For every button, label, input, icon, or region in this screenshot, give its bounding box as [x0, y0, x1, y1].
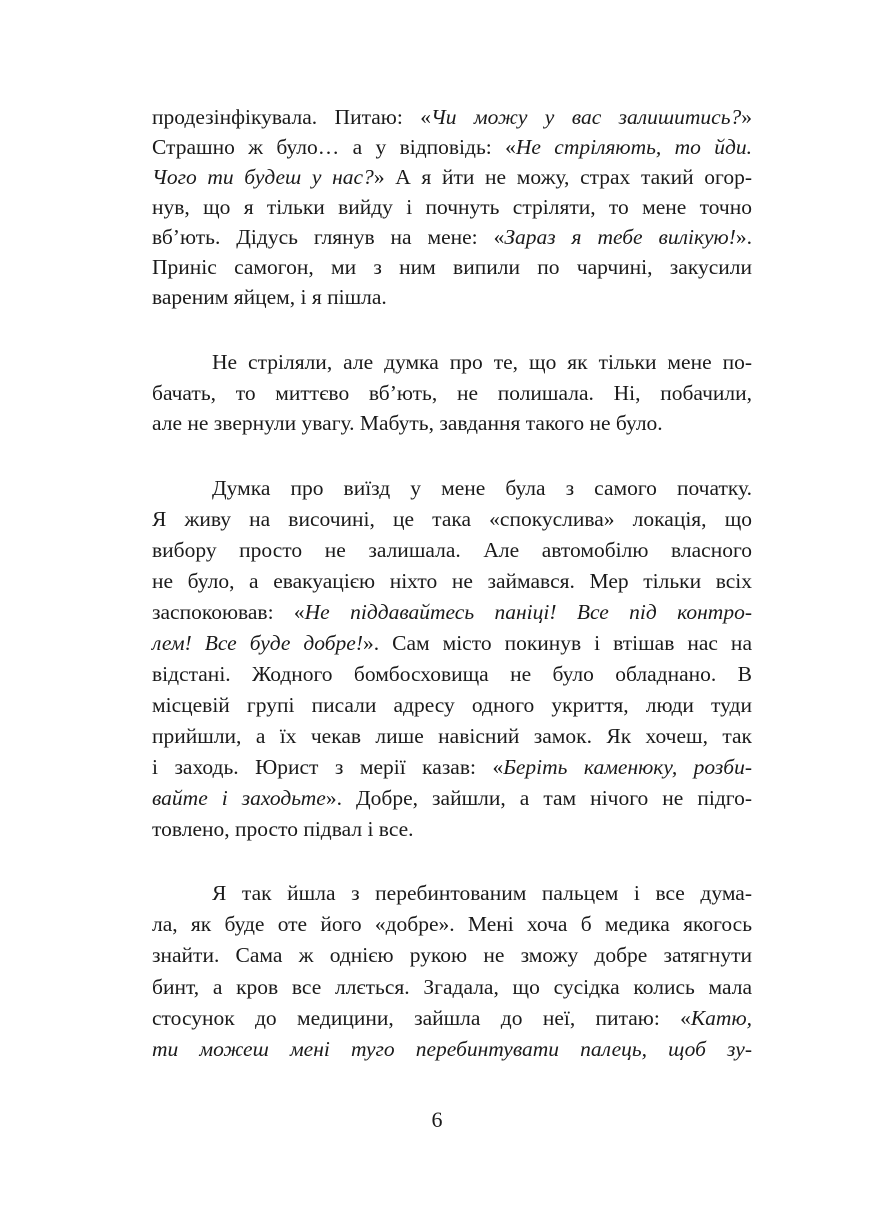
text-line: [152, 222, 752, 252]
text-span: прийшли, а їх чекав лише навісний замок. Як хочеш, так: [152, 724, 752, 748]
text-line: [212, 473, 752, 503]
text-line: [152, 1034, 752, 1064]
text-line: [152, 783, 752, 813]
text-span: але не звернули увагу. Мабуть, завдання такого не було.: [152, 411, 663, 435]
italic-quote: Чого ти будеш у нас?: [152, 165, 374, 189]
text-span: » А я йти не можу, страх такий огор-: [373, 165, 752, 189]
text-span: товлено, просто підвал і все.: [152, 817, 414, 841]
text-line: [152, 814, 752, 844]
text-span: стосунок до медицини, зайшла до неї, питаю: «: [152, 1005, 691, 1030]
text-span: ».: [735, 225, 752, 249]
italic-quote: Не піддавайтесь паніці! Все під контро-: [304, 600, 752, 624]
italic-quote: ти можеш мені туго перебинтувати палець, щоб зу-: [152, 1037, 752, 1061]
text-span: ла, як буде оте його «добре». Мені хоча б медика якогось: [152, 912, 752, 937]
text-line: [152, 909, 752, 939]
text-span: »: [741, 105, 752, 129]
text-span: вибору просто не залишала. Але автомобілю власного: [152, 538, 752, 562]
text-span: ». Добре, зайшли, а там нічого не підго-: [325, 786, 752, 810]
text-line: [152, 535, 752, 565]
text-line: [212, 347, 752, 377]
text-span: продезінфікувала. Питаю: «: [152, 105, 431, 129]
text-line: [152, 192, 752, 222]
text-span: знайти. Сама ж однією рукою не зможу добре затягнути: [152, 943, 752, 968]
italic-quote: Чи можу у вас залишитись?: [430, 105, 742, 129]
text-line: [152, 132, 752, 162]
text-span: Я живу на височині, це така «спокуслива» локація, що: [152, 507, 752, 531]
text-span: ». Сам місто покинув і втішав нас на: [363, 631, 752, 655]
text-line: [212, 878, 752, 908]
text-line: [152, 566, 752, 596]
text-line: [152, 690, 752, 720]
text-line: [152, 408, 752, 438]
text-line: [152, 282, 752, 312]
italic-quote: вайте і заходьте: [152, 786, 326, 810]
text-line: [152, 752, 752, 782]
italic-quote: лем! Все буде добре!: [152, 631, 363, 655]
text-line: [152, 940, 752, 970]
text-span: Страшно ж було… а у відповідь: «: [152, 135, 516, 159]
text-span: бинт, а кров все ллється. Згадала, що сусідка колись мала: [152, 974, 752, 999]
text-line: [152, 1003, 752, 1033]
text-span: не було, а евакуацією ніхто не займався. Мер тільки всіх: [152, 569, 752, 593]
text-line: [152, 504, 752, 534]
text-line: [152, 162, 752, 192]
text-span: вареним яйцем, і я пішла.: [152, 285, 387, 309]
page-number: 6: [431, 1107, 443, 1132]
text-line: [152, 659, 752, 689]
text-line: [152, 597, 752, 627]
text-line: [152, 378, 752, 408]
text-line: [152, 252, 752, 282]
text-line: [152, 628, 752, 658]
italic-quote: Не стріляють, то йди.: [515, 135, 752, 159]
text-span: Я так йшла з перебинтованим пальцем і все дума-: [212, 881, 752, 905]
text-span: бачать, то миттєво вб’ють, не полишала. Ні, побачили,: [152, 380, 752, 405]
text-span: місцевій групі писали адресу одного укриття, люди туди: [152, 693, 752, 717]
text-span: і заходь. Юрист з мерії казав: «: [152, 755, 504, 779]
text-span: Думка про виїзд у мене була з самого початку.: [212, 476, 752, 500]
text-span: Не стріляли, але думка про те, що як тільки мене по-: [212, 350, 752, 374]
text-line: [152, 972, 752, 1002]
text-span: вб’ють. Дідусь глянув на мене: «: [152, 225, 505, 249]
italic-quote: Катю,: [690, 1005, 752, 1030]
text-line: [152, 721, 752, 751]
text-span: нув, що я тільки вийду і почнуть стріляти, то мене точно: [152, 195, 752, 219]
italic-quote: Беріть каменюку, розби-: [503, 755, 752, 779]
text-span: відстані. Жодного бомбосховища не було обладнано. В: [152, 662, 752, 686]
text-span: Приніс самогон, ми з ним випили по чарчині, закусили: [152, 255, 752, 279]
italic-quote: Зараз я тебе вилікую!: [504, 225, 736, 249]
text-line: [152, 102, 752, 132]
text-span: заспокоював: «: [152, 600, 305, 624]
